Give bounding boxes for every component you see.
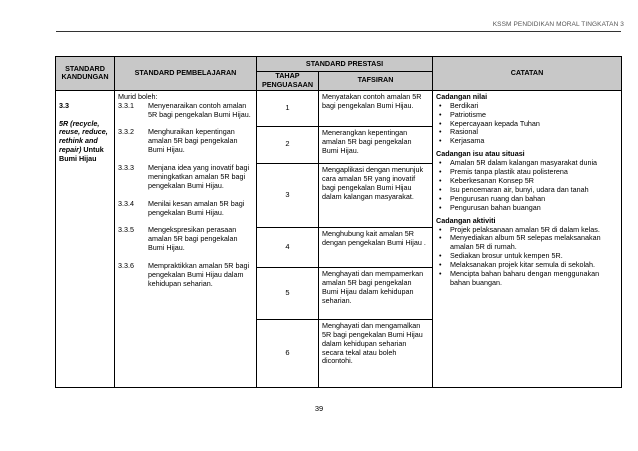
list-item: • Rasional xyxy=(439,127,478,137)
tahap-cell: 3 xyxy=(257,163,319,227)
list-item: • Sediakan brosur untuk kempen 5R. xyxy=(439,251,563,261)
list-item: • Isu pencemaran air, bunyi, udara dan tanah xyxy=(439,184,589,194)
tafsiran-cell: Menerangkan kepentingan amalan 5R bagi pengekalan Bumi Hijau. xyxy=(319,126,433,163)
aktiviti-list xyxy=(436,226,618,288)
list-item: • Projek pelaksanaan amalan 5R di dalam kelas. xyxy=(439,224,600,234)
list-item: • Amalan 5R dalam kalangan masyarakat dunia xyxy=(439,158,598,168)
isu-title: Cadangan isu atau situasi xyxy=(436,149,525,159)
nilai-title: Cadangan nilai xyxy=(436,91,488,101)
list-item: • Premis tanpa plastik atau polisterena xyxy=(439,167,568,177)
tahap-cell: 4 xyxy=(257,227,319,267)
tahap-cell: 2 xyxy=(257,126,319,163)
tahap-cell: 1 xyxy=(257,90,319,126)
kandungan-code: 3.3 xyxy=(59,100,69,110)
kandungan-title: 5R (recycle, reuse, reduce, rethink and repair) Untuk Bumi Hijau xyxy=(59,118,108,164)
page-number: 39 xyxy=(314,404,324,413)
tafsiran-cell: Menghayati dan mempamerkan amalan 5R bagi pengekalan Bumi Hijau dalam kehidupan seharian. xyxy=(319,267,433,319)
tafsiran-cell: Menyatakan contoh amalan 5R bagi pengekalan Bumi Hijau. xyxy=(319,90,433,126)
list-item: • Berdikari xyxy=(439,100,479,110)
header-standard-pembelajaran: STANDARD PEMBELAJARAN xyxy=(115,57,257,91)
kandungan-cell xyxy=(56,90,115,387)
list-item: • Mencipta bahan baharu dengan menggunakan bahan buangan. xyxy=(439,269,600,287)
header-tahap: TAHAP PENGUASAAN xyxy=(257,72,319,91)
list-item: • Patriotisme xyxy=(439,109,486,119)
isu-list xyxy=(436,159,618,212)
tahap-cell: 5 xyxy=(257,267,319,319)
nilai-list xyxy=(436,102,618,147)
header-tafsiran: TAFSIRAN xyxy=(319,72,433,91)
pembelajaran-item: 3.3.3 Menjana idea yang inovatif bagi meningkatkan amalan 5R bagi pengekalan Bumi Hijau. xyxy=(118,163,250,190)
tafsiran-cell: Mengaplikasi dengan menunjuk cara amalan 5R yang inovatif bagi pengekalan Bumi Hijau dalam kalangan masyarakat. xyxy=(319,163,433,227)
list-item: • Kepercayaan kepada Tuhan xyxy=(439,118,540,128)
pembelajaran-cell xyxy=(115,90,257,387)
pembelajaran-item: 3.3.5 Mengekspresikan perasaan amalan 5R bagi pengekalan Bumi Hijau. xyxy=(118,225,238,253)
aktiviti-title: Cadangan aktiviti xyxy=(436,215,496,225)
list-item: • Melaksanakan projek kitar semula di sekolah. xyxy=(439,260,596,270)
catatan-cell xyxy=(433,90,622,387)
header-rule xyxy=(56,31,621,32)
tafsiran-cell: Menghayati dan mengamalkan 5R bagi pengekalan Bumi Hijau dalam kehidupan seharian secara tekal atau boleh dicontohi. xyxy=(319,319,433,387)
list-item: • Kerjasama xyxy=(439,136,485,146)
pembelajaran-item: 3.3.2 Menghuraikan kepentingan amalan 5R bagi pengekalan Bumi Hijau. xyxy=(118,127,238,155)
document-header: KSSM PENDIDIKAN MORAL TINGKATAN 3 xyxy=(492,21,624,28)
list-item: • Keberkesanan Konsep 5R xyxy=(439,175,534,185)
pembelajaran-lead: Murid boleh: xyxy=(118,91,158,101)
header-standard-kandungan: STANDARD KANDUNGAN xyxy=(56,57,115,91)
list-item: • Menyediakan album 5R selepas melaksanakan amalan 5R di rumah. xyxy=(439,233,601,252)
pembelajaran-item: 3.3.6 Mempraktikkan amalan 5R bagi pengekalan Bumi Hijau dalam kehidupan seharian. xyxy=(118,260,250,288)
list-item: • Pengurusan bahan buangan xyxy=(439,202,541,212)
pembelajaran-item: 3.3.1 Menyenaraikan contoh amalan 5R bagi pengekalan Bumi Hijau. xyxy=(118,100,251,119)
header-catatan: CATATAN xyxy=(433,57,622,91)
curriculum-table xyxy=(55,56,622,388)
list-item: • Pengurusan ruang dan bahan xyxy=(439,193,546,203)
tafsiran-cell: Menghubung kait amalan 5R dengan pengekalan Bumi Hijau . xyxy=(319,227,433,267)
tahap-cell: 6 xyxy=(257,319,319,387)
header-standard-prestasi: STANDARD PRESTASI xyxy=(257,57,433,72)
pembelajaran-item: 3.3.4 Menilai kesan amalan 5R bagi pengekalan Bumi Hijau. xyxy=(118,198,245,217)
